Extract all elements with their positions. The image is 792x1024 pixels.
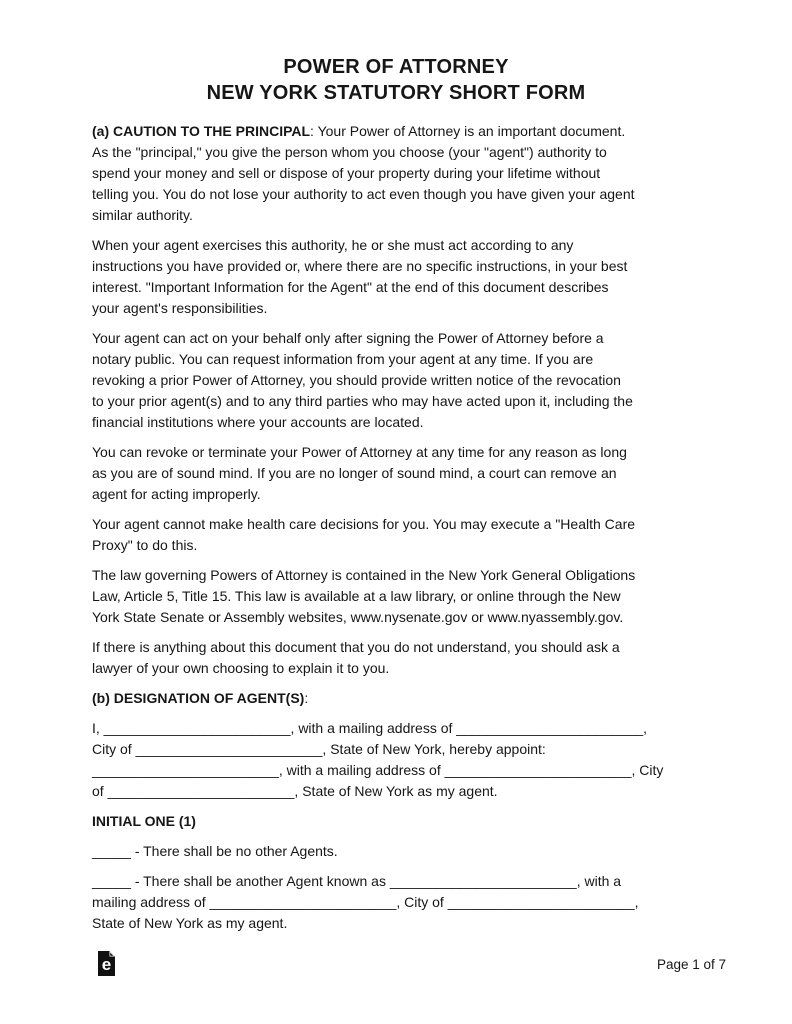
text-line: agent for acting improperly. bbox=[92, 486, 261, 502]
text-line: As the "principal," you give the person whom you choose (your "agent") authority to bbox=[92, 144, 607, 160]
document-title-line-2: NEW YORK STATUTORY SHORT FORM bbox=[206, 82, 586, 104]
paragraph-agent-duties bbox=[92, 235, 732, 319]
eforms-document-logo-icon bbox=[97, 951, 116, 976]
text-line: When your agent exercises this authority, he or she must act according to any bbox=[92, 237, 574, 253]
text-line: Law, Article 5, Title 15. This law is available at a law library, or online through the New bbox=[92, 588, 621, 604]
paragraph-ask-a-lawyer bbox=[92, 637, 732, 679]
text-line: If there is anything about this document that you do not understand, you should ask a bbox=[92, 639, 620, 655]
text-line: similar authority. bbox=[92, 207, 193, 223]
text-line: Your agent cannot make health care decisions for you. You may execute a "Health Care bbox=[92, 516, 636, 532]
paragraph-designation-of-agents-fill-in bbox=[92, 718, 732, 802]
text-line: (b) DESIGNATION OF AGENT(S): bbox=[92, 690, 309, 706]
text-line: lawyer of your own choosing to explain it to you. bbox=[92, 660, 390, 676]
text-line: telling you. You do not lose your authority to act even though you have given your agent bbox=[92, 186, 635, 202]
text-line: mailing address of ________________________, City of ________________________, bbox=[92, 894, 639, 910]
paragraph-governing-law bbox=[92, 565, 732, 628]
document-body bbox=[92, 121, 732, 943]
text-line: (a) CAUTION TO THE PRINCIPAL: Your Power of Attorney is an important document. bbox=[92, 123, 626, 139]
paragraph-agent-signing-and-revocation-notice bbox=[92, 328, 732, 433]
text-line: spend your money and sell or dispose of your property during your lifetime without bbox=[92, 165, 601, 181]
text-line: INITIAL ONE (1) bbox=[92, 813, 196, 829]
text-line: as you are of sound mind. If you are no longer of sound mind, a court can remove an bbox=[92, 465, 617, 481]
logo-letter: e bbox=[101, 955, 112, 974]
text-line: State of New York as my agent. bbox=[92, 915, 288, 931]
paragraph-designation-of-agents-heading bbox=[92, 688, 732, 709]
paragraph-caution-to-principal bbox=[92, 121, 732, 226]
text-line: _____ - There shall be no other Agents. bbox=[92, 843, 338, 859]
paragraph-revoke-terminate bbox=[92, 442, 732, 505]
text-line: financial institutions where your accounts are located. bbox=[92, 414, 424, 430]
paragraph-initial-one-heading bbox=[92, 811, 732, 832]
text-line: City of ________________________, State of New York, hereby appoint: bbox=[92, 741, 546, 757]
paragraph-no-other-agents-option bbox=[92, 841, 732, 862]
text-line: York State Senate or Assembly websites, www.nysenate.gov or www.nyassembly.gov. bbox=[92, 609, 624, 625]
paragraph-health-care-proxy bbox=[92, 514, 732, 556]
text-line: notary public. You can request information from your agent at any time. If you are bbox=[92, 351, 594, 367]
text-line: to your prior agent(s) and to any third parties who may have acted upon it, including the bbox=[92, 393, 633, 409]
text-line: ________________________, with a mailing address of ________________________, City bbox=[92, 762, 664, 778]
document-title bbox=[0, 54, 792, 106]
text-line: The law governing Powers of Attorney is contained in the New York General Obligations bbox=[92, 567, 636, 583]
text-line: Your agent can act on your behalf only after signing the Power of Attorney before a bbox=[92, 330, 604, 346]
text-line: of ________________________, State of New York as my agent. bbox=[92, 783, 498, 799]
text-line: You can revoke or terminate your Power of Attorney at any time for any reason as long bbox=[92, 444, 627, 460]
paragraph-another-agent-option bbox=[92, 871, 732, 934]
text-line: I, ________________________, with a mailing address of ________________________, bbox=[92, 720, 648, 736]
text-line: instructions you have provided or, where there are no specific instructions, in your best bbox=[92, 258, 628, 274]
text-line: _____ - There shall be another Agent known as ________________________, with a bbox=[92, 873, 622, 889]
text-line: Proxy" to do this. bbox=[92, 537, 198, 553]
page-number-label: Page 1 of 7 bbox=[656, 957, 726, 972]
text-line: revoking a prior Power of Attorney, you should provide written notice of the revocation bbox=[92, 372, 621, 388]
document-title-line-1: POWER OF ATTORNEY bbox=[283, 56, 509, 78]
text-line: your agent's responsibilities. bbox=[92, 300, 268, 316]
text-line: interest. "Important Information for the Agent" at the end of this document describes bbox=[92, 279, 609, 295]
